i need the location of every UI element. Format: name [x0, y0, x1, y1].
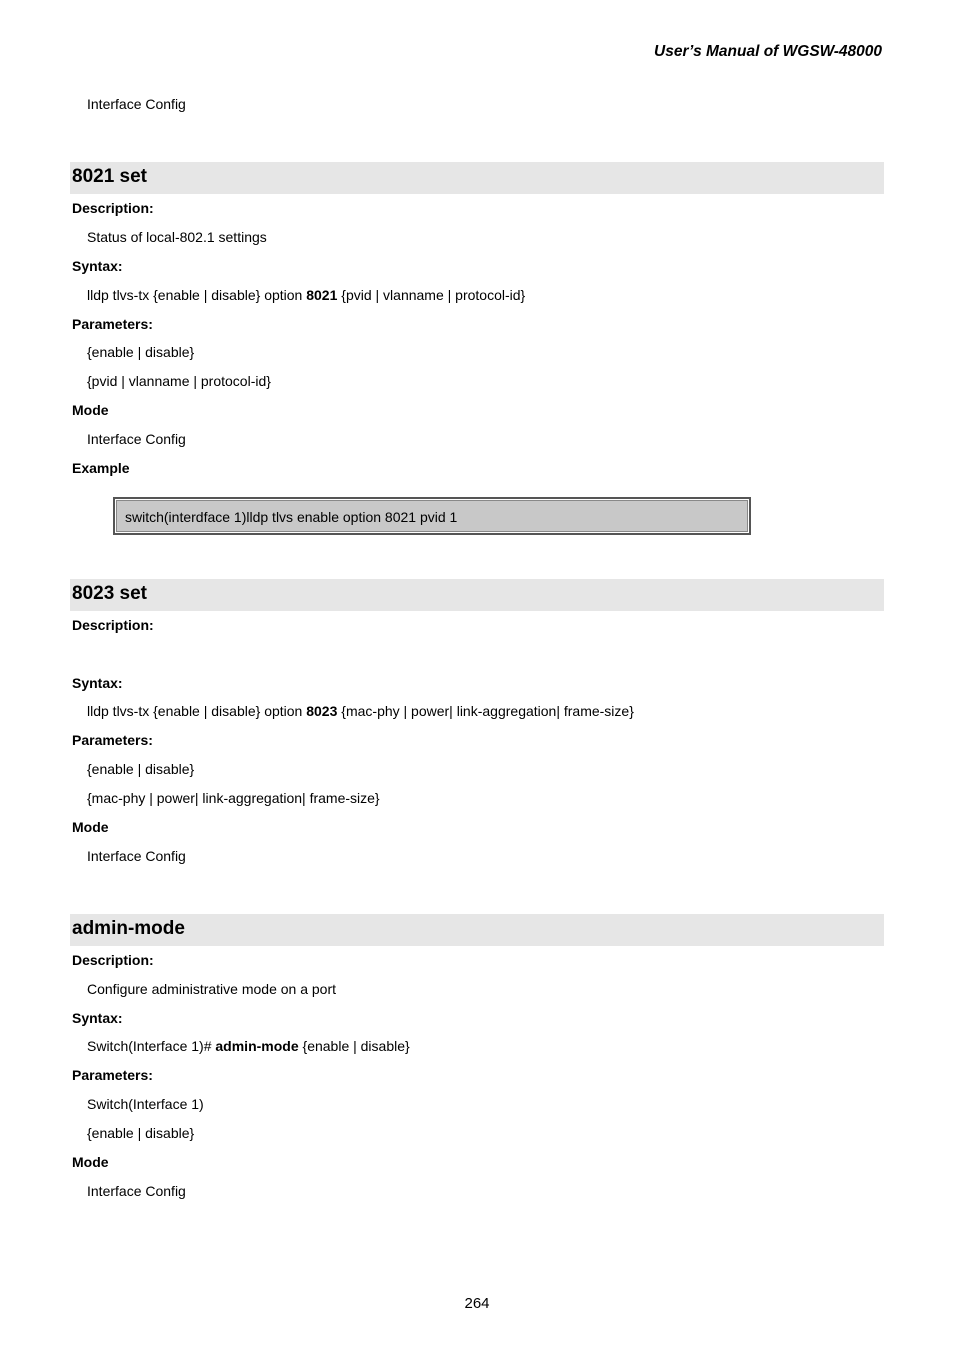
example-code-box: [113, 497, 751, 535]
section-title: admin-mode: [72, 918, 185, 939]
syntax-label: Syntax:: [72, 258, 123, 274]
mode-text: Interface Config: [87, 1183, 186, 1199]
mode-label: Mode: [72, 402, 109, 418]
syntax-text: lldp tlvs-tx {enable | disable} option 8021 {pvid | vlanname | protocol-id}: [87, 287, 526, 303]
manual-title: User’s Manual of WGSW-48000: [654, 43, 882, 60]
parameter-item: {enable | disable}: [87, 761, 195, 777]
description-label: Description:: [72, 952, 154, 968]
mode-label: Mode: [72, 819, 109, 835]
parameter-item: {enable | disable}: [87, 344, 195, 360]
example-code: switch(interdface 1)lldp tlvs enable option 8021 pvid 1: [125, 509, 458, 525]
syntax-text: Switch(Interface 1)# admin-mode {enable | disable}: [87, 1038, 410, 1054]
parameter-item: Switch(Interface 1): [87, 1096, 204, 1112]
description-text: Configure administrative mode on a port: [87, 981, 337, 997]
section-header-8023-set: [70, 579, 884, 611]
section-header-8021-set: [70, 162, 884, 194]
section-title: 8021 set: [72, 166, 148, 187]
mode-label: Mode: [72, 1154, 109, 1170]
description-text: Status of local-802.1 settings: [87, 229, 267, 245]
parameters-label: Parameters:: [72, 732, 153, 748]
parameter-item: {mac-phy | power| link-aggregation| frame-size}: [87, 790, 380, 806]
syntax-label: Syntax:: [72, 1010, 123, 1026]
section-header-admin-mode: [70, 914, 884, 946]
description-label: Description:: [72, 200, 154, 216]
parameter-item: {enable | disable}: [87, 1125, 195, 1141]
parameters-label: Parameters:: [72, 316, 153, 332]
parameter-item: {pvid | vlanname | protocol-id}: [87, 373, 271, 389]
syntax-label: Syntax:: [72, 675, 123, 691]
mode-text: Interface Config: [87, 431, 186, 447]
section-title: 8023 set: [72, 583, 148, 604]
example-label: Example: [72, 460, 130, 476]
description-label: Description:: [72, 617, 154, 633]
syntax-text: lldp tlvs-tx {enable | disable} option 8023 {mac-phy | power| link-aggregation| frame-size}: [87, 703, 634, 719]
page-number: 264: [464, 1295, 490, 1312]
parameters-label: Parameters:: [72, 1067, 153, 1083]
intro-mode-text: Interface Config: [87, 96, 186, 112]
mode-text: Interface Config: [87, 848, 186, 864]
